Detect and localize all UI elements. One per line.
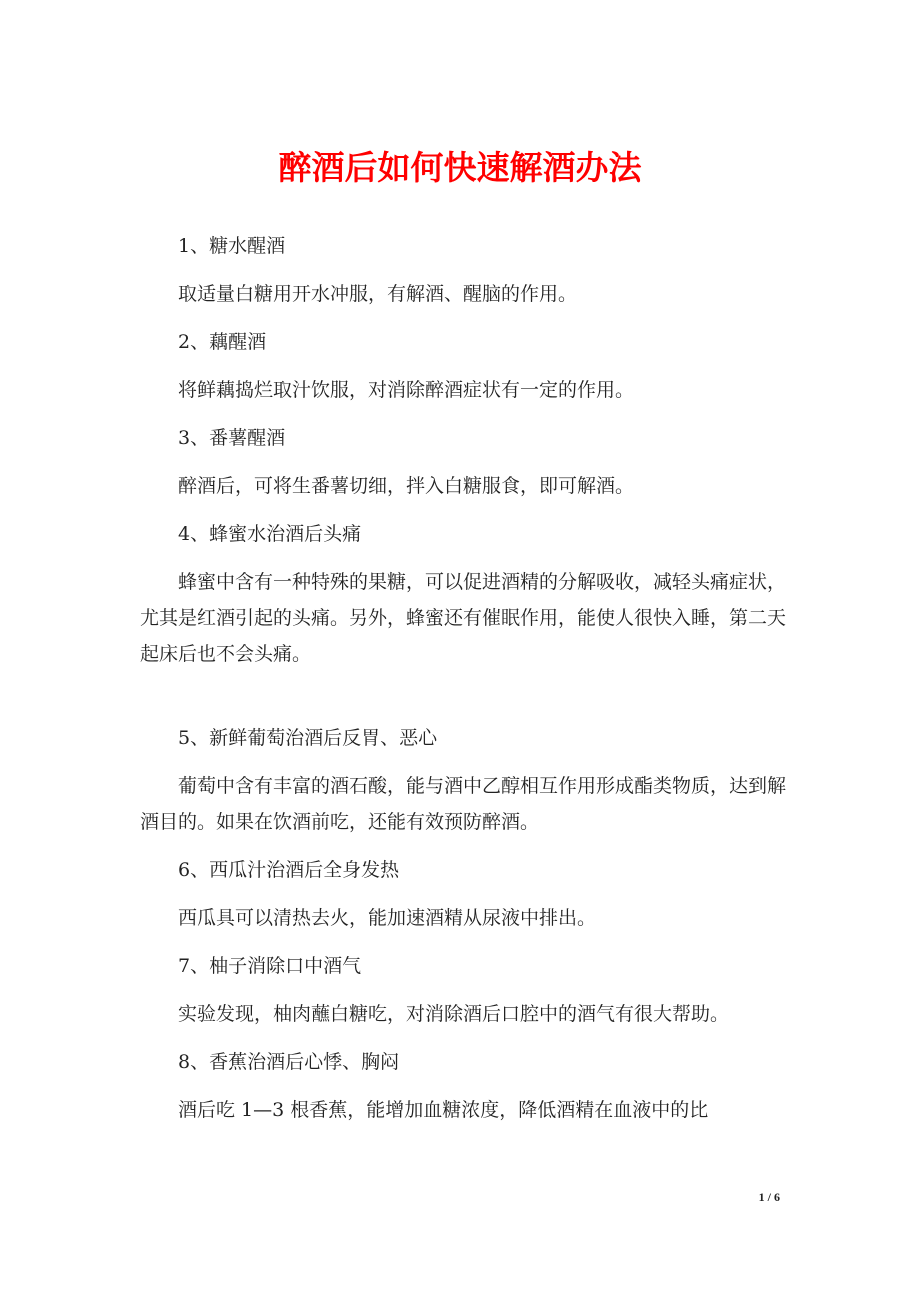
section-body: 西瓜具可以清热去火，能加速酒精从尿液中排出。	[178, 907, 597, 929]
section-body: 蜂蜜中含有一种特殊的果糖，可以促进酒精的分解吸收，减轻头痛症状，尤其是红酒引起的头痛。另外，蜂蜜还有催眠作用，能使人很快入睡，第二天起床后也不会头痛。	[140, 571, 787, 665]
section-heading: 3、番薯醒酒	[178, 427, 286, 449]
section-body: 实验发现，柚肉蘸白糖吃，对消除酒后口腔中的酒气有很大帮助。	[178, 1003, 730, 1025]
page-title: 醉酒后如何快速解酒办法	[278, 148, 642, 187]
section-heading: 6、西瓜汁治酒后全身发热	[178, 859, 400, 881]
article-body	[140, 228, 786, 1128]
section-body: 酒后吃 1—3 根香蕉，能增加血糖浓度，降低酒精在血液中的比	[178, 1099, 709, 1121]
section-body: 醉酒后，可将生番薯切细，拌入白糖服食，即可解酒。	[178, 475, 635, 497]
section-heading: 2、藕醒酒	[178, 331, 267, 353]
section-heading: 7、柚子消除口中酒气	[178, 955, 362, 977]
section-body: 葡萄中含有丰富的酒石酸，能与酒中乙醇相互作用形成酯类物质，达到解酒目的。如果在饮酒前吃，还能有效预防醉酒。	[140, 775, 787, 833]
page-number: 1 / 6	[758, 1190, 780, 1204]
section-heading: 4、蜂蜜水治酒后头痛	[178, 523, 362, 545]
section-heading: 8、香蕉治酒后心悸、胸闷	[178, 1051, 400, 1073]
section-body: 将鲜藕捣烂取汁饮服，对消除醉酒症状有一定的作用。	[178, 379, 635, 401]
section-body: 取适量白糖用开水冲服，有解酒、醒脑的作用。	[178, 283, 578, 305]
section-heading: 1、糖水醒酒	[178, 235, 286, 257]
section-heading: 5、新鲜葡萄治酒后反胃、恶心	[178, 727, 438, 749]
